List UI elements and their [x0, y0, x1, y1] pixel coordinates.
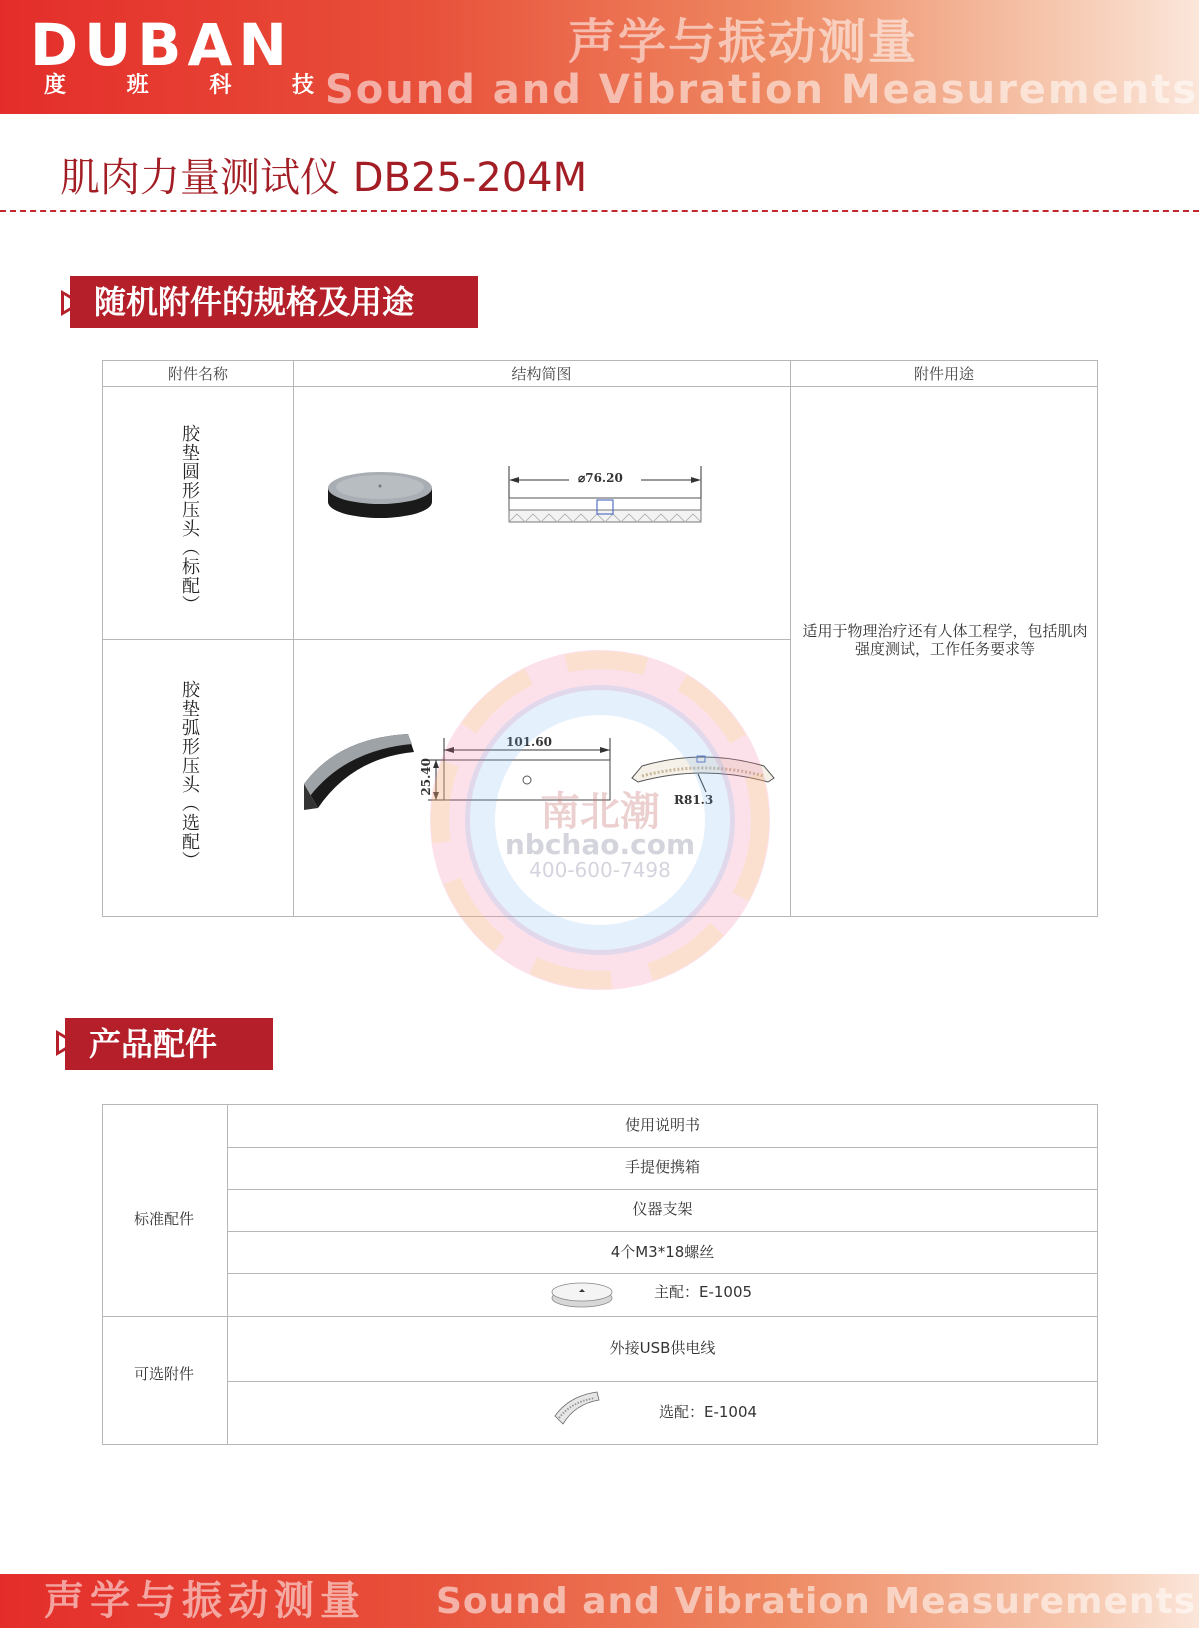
watermark-text: 南北潮 [540, 789, 660, 835]
column-header-name: 附件名称 [103, 361, 293, 387]
accessory-item: 4个M3*18螺丝 [610, 1243, 715, 1261]
logo-char: 班 [126, 73, 149, 98]
table-divider [227, 1381, 1098, 1382]
section-heading-product-accessories: 产品配件 [65, 1018, 273, 1070]
page-title: 肌肉力量测试仪 DB25-204M [60, 155, 588, 201]
logo-subtitle [44, 68, 314, 99]
round-pad-thumbnail [549, 1276, 615, 1312]
header-banner [0, 0, 1199, 114]
table-divider [227, 1147, 1098, 1148]
table-divider [103, 639, 790, 640]
accessory-item: 手提便携箱 [624, 1158, 700, 1176]
round-pad-3d-image [320, 460, 440, 535]
table-divider [227, 1231, 1098, 1232]
accessory-item: 外接USB供电线 [609, 1339, 716, 1357]
column-header-usage: 附件用途 [790, 361, 1098, 387]
arc-pad-thumbnail [553, 1390, 603, 1426]
accessory-name-round-pad: 胶垫圆形压头（标配） [179, 424, 200, 614]
company-logo: DUBAN [30, 11, 293, 79]
accessory-usage-text: 适用于物理治疗还有人体工程学，包括肌肉强度测试，工作任务要求等 [802, 622, 1088, 658]
accessory-item: 仪器支架 [632, 1200, 693, 1218]
table-divider [227, 1189, 1098, 1190]
logo-char: 科 [209, 73, 232, 98]
watermark-text: 400-600-7498 [529, 858, 671, 882]
header-slogan-cn: 声学与振动测量 [568, 14, 919, 70]
table-divider [227, 1105, 228, 1445]
arc-pad-3d-image [300, 730, 418, 814]
standard-accessories-label: 标准配件 [133, 1210, 194, 1228]
accessory-name-arc-pad: 胶垫弧形压头（选配） [179, 680, 200, 870]
header-slogan-en: Sound and Vibration Measurements [325, 67, 1199, 113]
dimension-label: 25.40 [419, 758, 433, 796]
footer-slogan-cn: 声学与振动测量 [44, 1578, 366, 1624]
accessory-item: 选配：E-1004 [659, 1403, 758, 1421]
table-divider [790, 361, 791, 917]
table-divider [227, 1273, 1098, 1274]
watermark-text: nbchao.com [504, 828, 696, 861]
accessory-item: 主配：E-1005 [654, 1283, 753, 1301]
dimension-label: R81.3 [674, 793, 714, 807]
dimension-label: ⌀76.20 [578, 471, 623, 485]
dimension-label: 101.60 [506, 735, 552, 749]
logo-char: 技 [291, 73, 314, 98]
section-heading-accessories-spec: 随机附件的规格及用途 [70, 276, 478, 328]
footer-banner [0, 1574, 1199, 1628]
column-header-diagram: 结构简图 [293, 361, 790, 387]
logo-char: 度 [44, 73, 67, 98]
footer-slogan-en: Sound and Vibration Measurements [436, 1581, 1197, 1622]
table-divider [103, 1316, 1098, 1317]
title-divider [0, 210, 1199, 212]
accessory-item: 使用说明书 [624, 1116, 700, 1134]
optional-accessories-label: 可选附件 [133, 1365, 194, 1383]
